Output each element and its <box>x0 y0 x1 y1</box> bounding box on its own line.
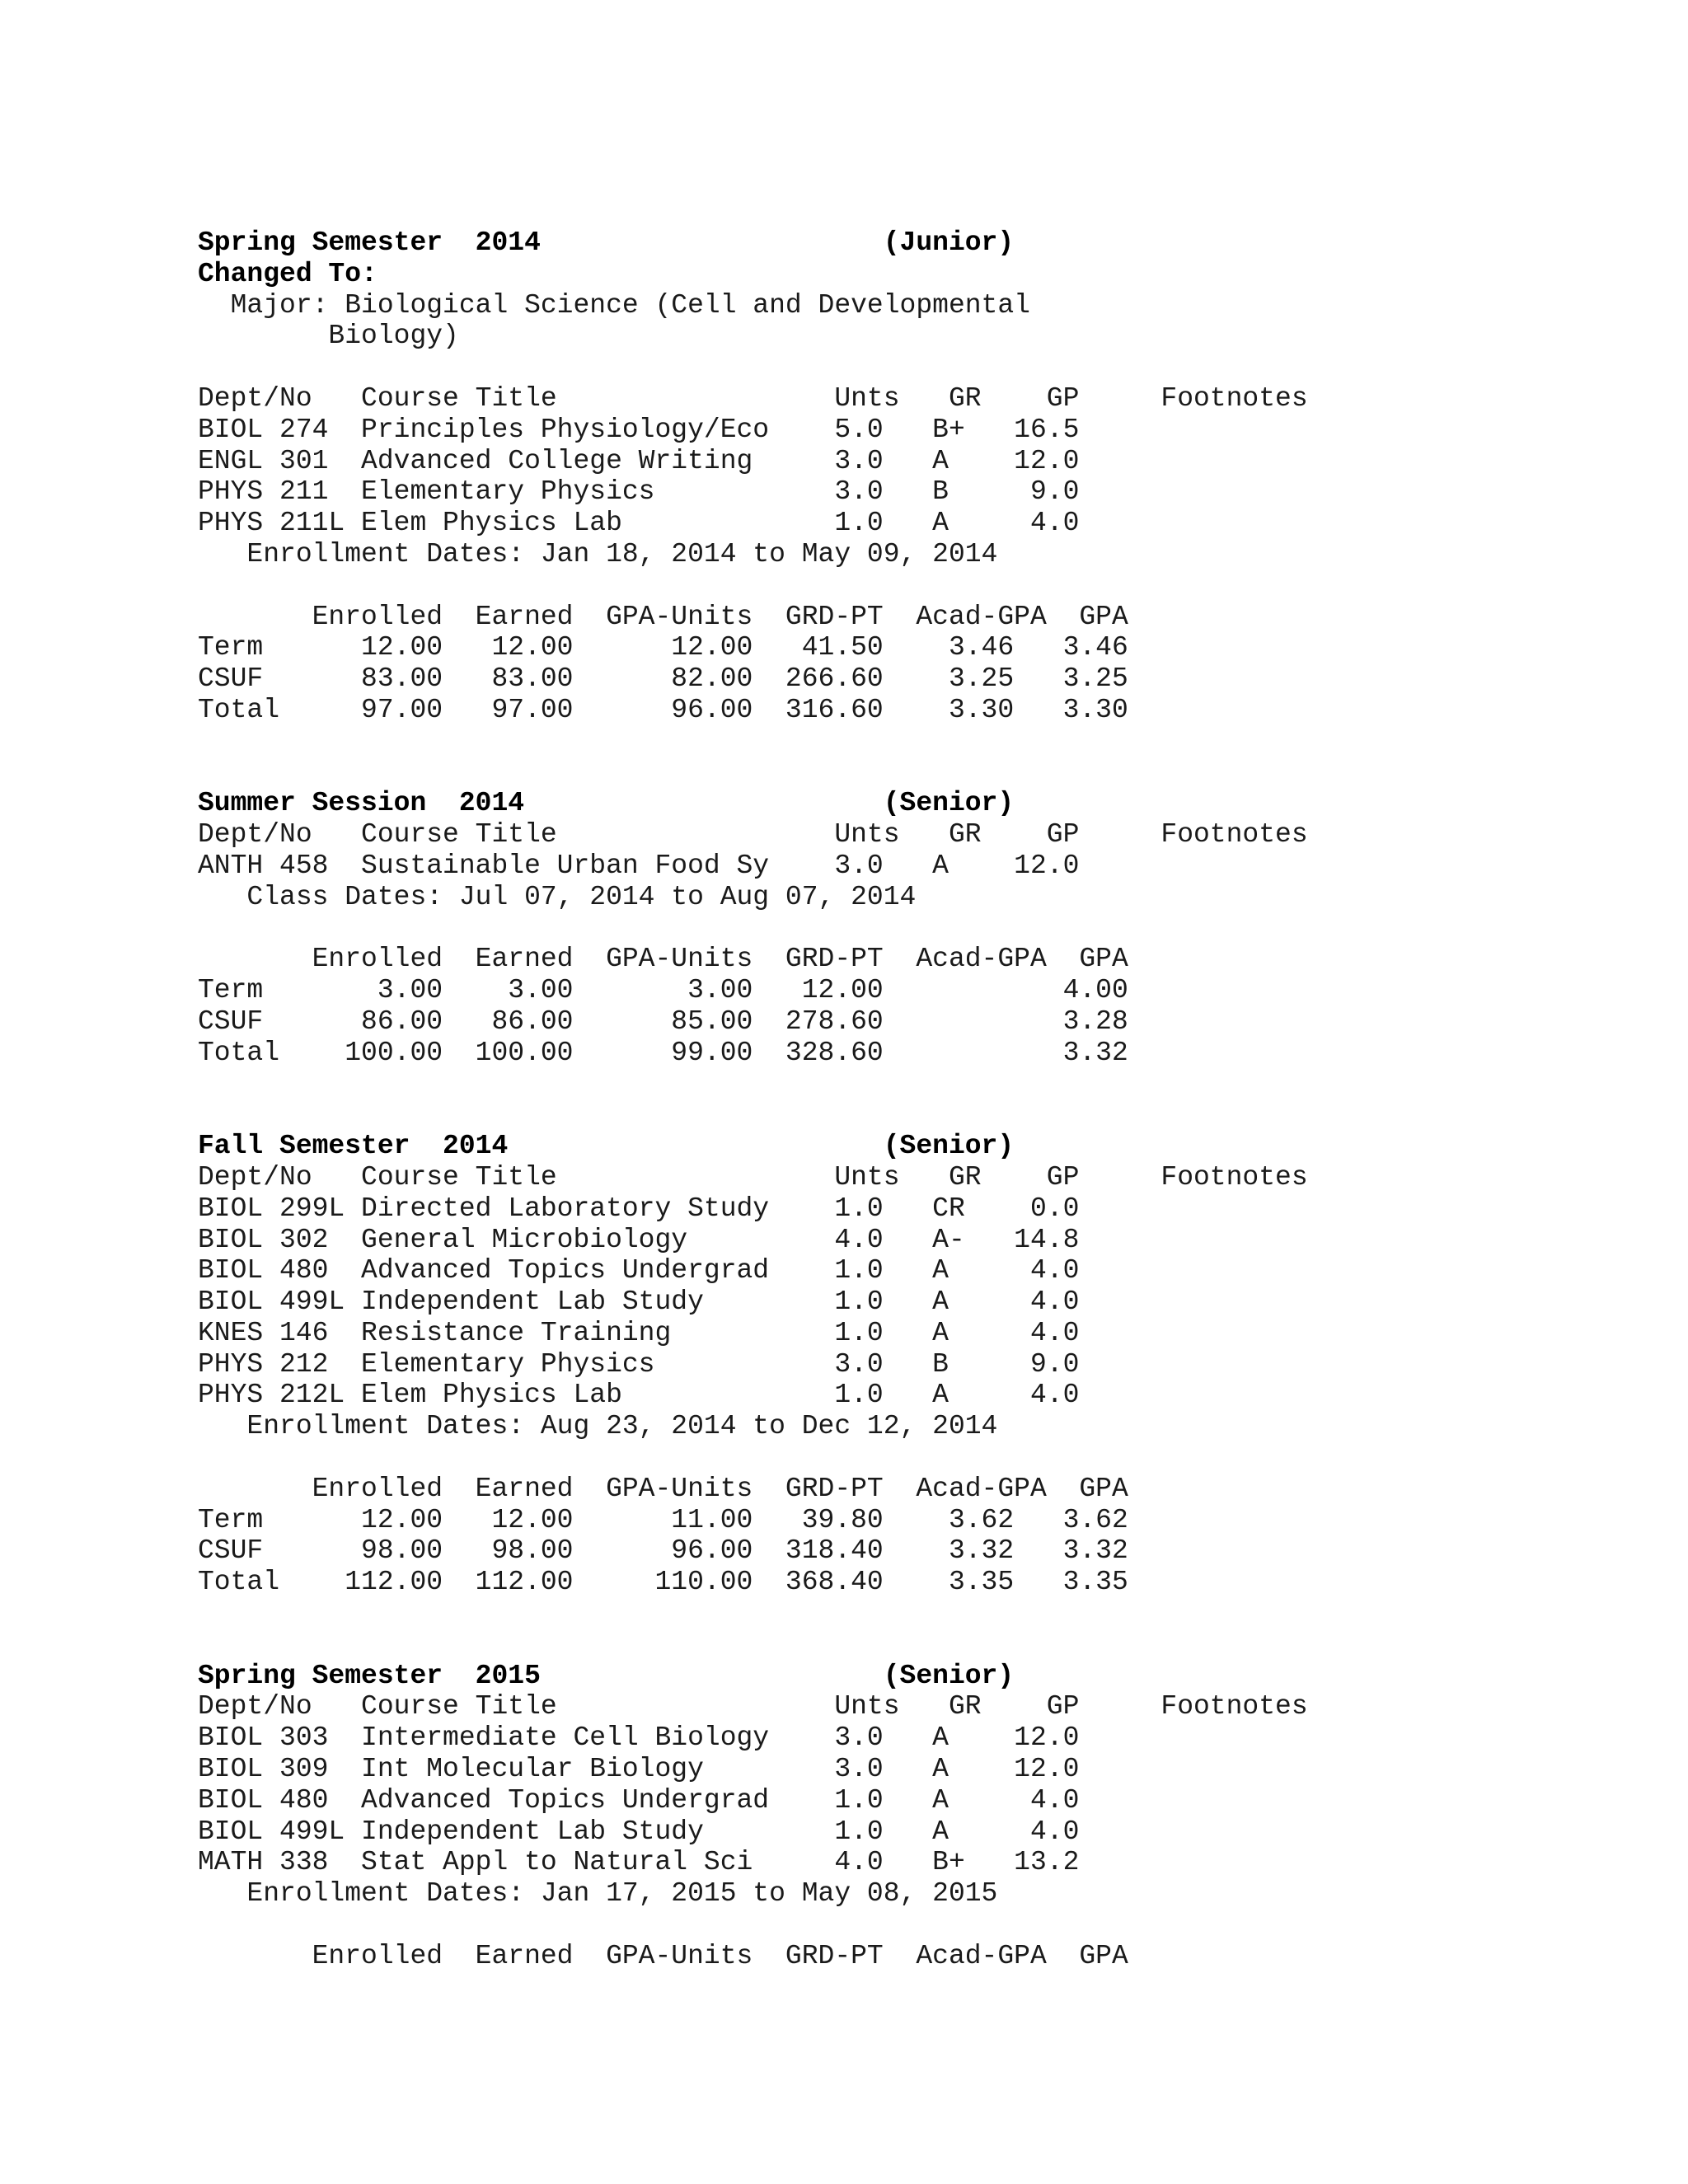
course-row: BIOL 299L Directed Laboratory Study 1.0 CR 0.0 <box>198 1193 1080 1224</box>
course-row: PHYS 211L Elem Physics Lab 1.0 A 4.0 <box>198 508 1080 539</box>
course-row: BIOL 499L Independent Lab Study 1.0 A 4.0 <box>198 1286 1080 1318</box>
stats-column-header: Enrolled Earned GPA-Units GRD-PT Acad-GPA GPA <box>198 601 1128 632</box>
major-change-line: Biology) <box>198 321 459 352</box>
course-row: BIOL 480 Advanced Topics Undergrad 1.0 A 4.0 <box>198 1255 1080 1286</box>
blank-line <box>198 1099 1308 1131</box>
stats-row: Term 12.00 12.00 11.00 39.80 3.62 3.62 <box>198 1504 1128 1535</box>
course-row: BIOL 309 Int Molecular Biology 3.0 A 12.0 <box>198 1754 1080 1785</box>
course-row: ENGL 301 Advanced College Writing 3.0 A 12.0 <box>198 445 1080 476</box>
course-row: ANTH 458 Sustainable Urban Food Sy 3.0 A 12.0 <box>198 850 1080 881</box>
blank-line <box>198 913 1308 944</box>
transcript-page <box>198 227 1308 1972</box>
course-column-header: Dept/No Course Title Unts GR GP Footnotes <box>198 382 1308 414</box>
change-header: Changed To: <box>198 258 377 289</box>
course-row: PHYS 212 Elementary Physics 3.0 B 9.0 <box>198 1348 1080 1380</box>
enrollment-dates: Enrollment Dates: Aug 23, 2014 to Dec 12, 2014 <box>198 1411 998 1442</box>
stats-row: Total 97.00 97.00 96.00 316.60 3.30 3.30 <box>198 694 1128 725</box>
course-row: BIOL 274 Principles Physiology/Eco 5.0 B+ 16.5 <box>198 414 1080 445</box>
course-row: PHYS 211 Elementary Physics 3.0 B 9.0 <box>198 476 1080 508</box>
stats-column-header: Enrolled Earned GPA-Units GRD-PT Acad-GPA GPA <box>198 1940 1128 1971</box>
stats-column-header: Enrolled Earned GPA-Units GRD-PT Acad-GPA GPA <box>198 944 1128 975</box>
blank-line <box>198 1910 1308 1941</box>
stats-row: CSUF 83.00 83.00 82.00 266.60 3.25 3.25 <box>198 663 1128 695</box>
course-row: BIOL 302 General Microbiology 4.0 A- 14.8 <box>198 1224 1080 1255</box>
course-row: MATH 338 Stat Appl to Natural Sci 4.0 B+ 13.2 <box>198 1847 1080 1878</box>
course-column-header: Dept/No Course Title Unts GR GP Footnotes <box>198 819 1308 851</box>
course-row: BIOL 480 Advanced Topics Undergrad 1.0 A 4.0 <box>198 1784 1080 1816</box>
blank-line <box>198 1442 1308 1474</box>
stats-row: Total 112.00 112.00 110.00 368.40 3.35 3.35 <box>198 1567 1128 1598</box>
stats-row: Term 12.00 12.00 12.00 41.50 3.46 3.46 <box>198 632 1128 663</box>
enrollment-dates: Class Dates: Jul 07, 2014 to Aug 07, 2014 <box>198 881 917 912</box>
course-column-header: Dept/No Course Title Unts GR GP Footnotes <box>198 1161 1308 1193</box>
course-row: BIOL 303 Intermediate Cell Biology 3.0 A 12.0 <box>198 1722 1080 1754</box>
semester-header: Spring Semester 2015 (Senior) <box>198 1660 1015 1691</box>
course-row: PHYS 212L Elem Physics Lab 1.0 A 4.0 <box>198 1380 1080 1411</box>
major-change-line: Major: Biological Science (Cell and Developmental <box>198 289 1030 321</box>
blank-line <box>198 757 1308 789</box>
course-row: KNES 146 Resistance Training 1.0 A 4.0 <box>198 1317 1080 1348</box>
blank-line <box>198 570 1308 602</box>
major-change-line <box>198 352 1308 383</box>
enrollment-dates: Enrollment Dates: Jan 17, 2015 to May 08, 2015 <box>198 1878 998 1910</box>
blank-line <box>198 1069 1308 1100</box>
stats-row: CSUF 98.00 98.00 96.00 318.40 3.32 3.32 <box>198 1535 1128 1567</box>
semester-header: Summer Session 2014 (Senior) <box>198 788 1015 819</box>
semester-header: Spring Semester 2014 (Junior) <box>198 227 1015 258</box>
blank-line <box>198 726 1308 757</box>
stats-column-header: Enrolled Earned GPA-Units GRD-PT Acad-GPA GPA <box>198 1473 1128 1504</box>
course-row: BIOL 499L Independent Lab Study 1.0 A 4.0 <box>198 1816 1080 1847</box>
stats-row: CSUF 86.00 86.00 85.00 278.60 3.28 <box>198 1005 1128 1037</box>
stats-row: Total 100.00 100.00 99.00 328.60 3.32 <box>198 1037 1128 1068</box>
blank-line <box>198 1598 1308 1629</box>
blank-line <box>198 1629 1308 1661</box>
enrollment-dates: Enrollment Dates: Jan 18, 2014 to May 09, 2014 <box>198 538 998 569</box>
stats-row: Term 3.00 3.00 3.00 12.00 4.00 <box>198 975 1128 1006</box>
course-column-header: Dept/No Course Title Unts GR GP Footnotes <box>198 1691 1308 1722</box>
semester-header: Fall Semester 2014 (Senior) <box>198 1131 1015 1162</box>
